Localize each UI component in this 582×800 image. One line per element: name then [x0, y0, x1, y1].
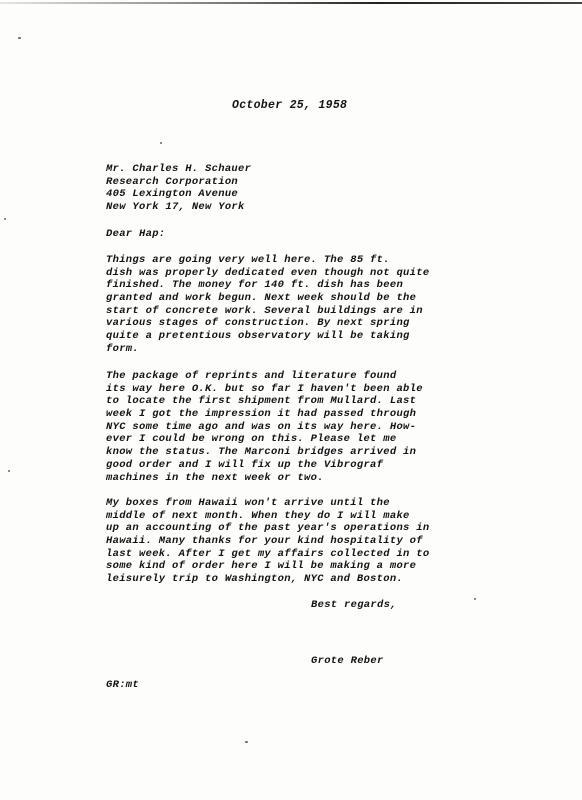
scan-speck — [160, 142, 162, 144]
letter-date: October 25, 1958 — [232, 99, 348, 112]
scan-speck — [8, 470, 10, 472]
paragraph-line: machines in the next week or two. — [106, 471, 324, 484]
scan-speck — [474, 598, 476, 600]
signature: Grote Reber — [311, 655, 384, 667]
paragraph-line: quite a pretentious observatory will be taking — [106, 330, 410, 343]
paragraph-line: NYC some time ago and was on its way here. How- — [106, 420, 417, 433]
scan-speck — [245, 741, 248, 743]
paragraph-line: The package of reprints and literature found — [106, 370, 397, 382]
paragraph-line: My boxes from Hawaii won't arrive until the — [106, 497, 390, 509]
paragraph-line: granted and work begun. Next week should be the — [106, 292, 417, 305]
paragraph-1 — [106, 254, 429, 356]
paragraph-line: dish was properly dedicated even though not quite — [106, 266, 430, 279]
recipient-line: Research Corporation — [106, 175, 239, 188]
paragraph-line: start of concrete work. Several buildings are in — [106, 304, 423, 317]
paragraph-line: finished. The money for 140 ft. dish has been — [106, 279, 404, 292]
paragraph-3 — [106, 497, 429, 586]
paragraph-line: good order and I will fix up the Vibrograf — [106, 458, 384, 471]
scan-speck — [18, 37, 21, 39]
paragraph-line: its way here O.K. but so far I haven't been able — [106, 382, 423, 395]
recipient-line: New York 17, New York — [106, 201, 245, 214]
closing: Best regards, — [311, 599, 397, 611]
paragraph-line: know the status. The Marconi bridges arrived in — [106, 446, 417, 459]
paragraph-line: Hawaii. Many thanks for your kind hospitality of — [106, 535, 423, 548]
paragraph-line: up an accounting of the past year's operations in — [106, 522, 430, 535]
paragraph-line: some kind of order here I will be making a more — [106, 560, 417, 573]
paragraph-line: to locate the first shipment from Mullard. Last — [106, 395, 417, 408]
paragraph-2 — [106, 370, 423, 484]
paragraph-line: form. — [106, 342, 140, 355]
paragraph-line: week I got the impression it had passed through — [106, 408, 417, 421]
paragraph-line: Things are going very well here. The 85 ft. — [106, 254, 390, 266]
salutation: Dear Hap: — [106, 228, 166, 240]
paragraph-line: various stages of construction. By next spring — [106, 317, 410, 330]
paragraph-line: ever I could be wrong on this. Please let me — [106, 433, 397, 446]
paragraph-line: leisurely trip to Washington, NYC and Boston. — [106, 573, 404, 586]
recipient-line: Mr. Charles H. Schauer — [106, 163, 252, 175]
typist-initials: GR:mt — [106, 679, 140, 691]
paragraph-line: middle of next month. When they do I will make — [106, 509, 410, 522]
recipient-line: 405 Lexington Avenue — [106, 188, 239, 201]
recipient-address — [106, 163, 251, 214]
scan-top-edge — [0, 2, 582, 4]
paragraph-line: last week. After I get my affairs collected in to — [106, 547, 430, 560]
scan-speck — [4, 218, 6, 220]
